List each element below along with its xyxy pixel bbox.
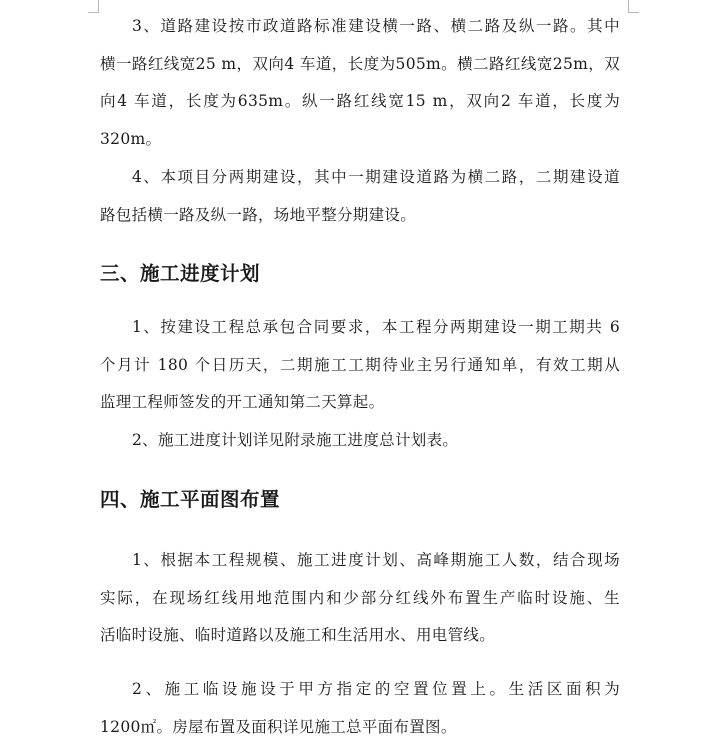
paragraph-site-layout-basis — [100, 542, 620, 655]
paragraph-schedule-requirements — [100, 309, 620, 422]
paragraph-phased-construction — [100, 159, 620, 234]
text-line: 1、根据本工程规模、施工进度计划、高峰期施工人数，结合现场 — [132, 551, 620, 569]
section-heading-site-layout: 四、施工平面图布置 — [100, 488, 281, 511]
text-line: 路包括横一路及纵一路，场地平整分期建设。 — [100, 205, 417, 224]
text-line: 2、施工临设施设于甲方指定的空置位置上。生活区面积为 — [132, 680, 620, 698]
text-line: 320m。 — [100, 129, 162, 148]
text-line: 1200㎡。房屋布置及面积详见施工总平面布置图。 — [100, 717, 457, 736]
text-line: 3、道路建设按市政道路标准建设横一路、横二路及纵一路。其中 — [132, 17, 620, 35]
page-corner-mark-right — [628, 0, 639, 13]
text-line: 个月计 180 个日历天，二期施工工期待业主另行通知单，有效工期从 — [100, 355, 620, 374]
text-line: 活临时设施、临时道路以及施工和生活用水、用电管线。 — [100, 626, 496, 644]
text-line: 监理工程师签发的开工通知第二天算起。 — [100, 393, 385, 411]
paragraph-road-construction — [100, 8, 620, 158]
text-line: 横一路红线宽25 m，双向4 车道，长度为505m。横二路红线宽25m，双 — [100, 54, 620, 73]
paragraph-schedule-appendix — [100, 422, 620, 460]
paragraph-temporary-facilities — [100, 671, 620, 746]
text-line: 4、本项目分两期建设，其中一期建设道路为横二路，二期建设道 — [132, 168, 620, 186]
text-line: 向4 车道，长度为635m。纵一路红线宽15 m，双向2 车道，长度为 — [100, 92, 620, 110]
page-corner-mark-left — [88, 0, 99, 13]
text-line: 1、按建设工程总承包合同要求，本工程分两期建设一期工期共 6 — [132, 318, 620, 336]
section-heading-schedule: 三、施工进度计划 — [100, 262, 261, 285]
text-line: 实际，在现场红线用地范围内和少部分红线外布置生产临时设施、生 — [100, 588, 620, 607]
text-line: 2、施工进度计划详见附录施工进度总计划表。 — [132, 431, 459, 449]
